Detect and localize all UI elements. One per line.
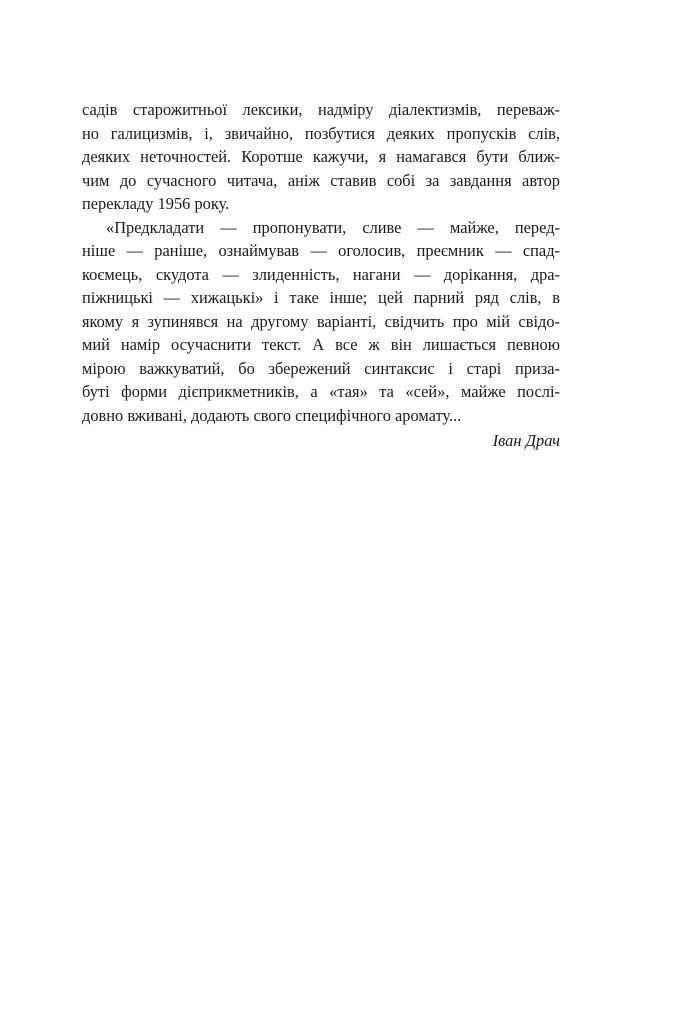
paragraph-1-line: но галицизмів, і, звичайно, позбутися деяких пропусків слів, [82, 123, 560, 143]
paragraph-2-line: мірою важкуватий, бо збережений синтаксис і старі приза- [82, 358, 560, 378]
author-signature: Іван Драч [492, 431, 560, 450]
paragraph-2-line: піжницькі — хижацькі» і таке інше; цей парний ряд слів, в [82, 288, 560, 307]
paragraph-1 [82, 98, 560, 216]
paragraph-1-line: чим до сучасного читача, аніж ставив собі за завдання автор [82, 170, 560, 190]
paragraph-1-line: перекладу 1956 року. [82, 194, 230, 213]
paragraph-2-line: коємець, скудота — злиденність, нагани — дорікання, дра- [82, 264, 560, 284]
paragraph-2-line: довно вживані, додають свого специфічного аромату... [82, 405, 462, 425]
paragraph-1-line: деяких неточностей. Коротше кажучи, я намагався бути ближ- [82, 147, 560, 166]
paragraph-2-line: якому я зупинявся на другому варіанті, свідчить про мій свідо- [82, 311, 560, 331]
paragraph-2-line: «Предкладати — пропонувати, сливе — майже, перед- [106, 217, 560, 237]
paragraph-2-line: ніше — раніше, ознаймував — оголосив, преємник — спад- [82, 241, 560, 260]
paragraph-2-line: буті форми дієприкметників, а «тая» та «сей», майже послі- [82, 382, 560, 401]
paragraph-1-line: садів старожитньої лексики, надміру діалектизмів, переваж- [82, 100, 560, 119]
page-content [82, 98, 560, 453]
paragraph-2 [82, 216, 560, 428]
paragraph-2-line: мий намір осучаснити текст. А все ж він лишається певною [82, 335, 560, 354]
